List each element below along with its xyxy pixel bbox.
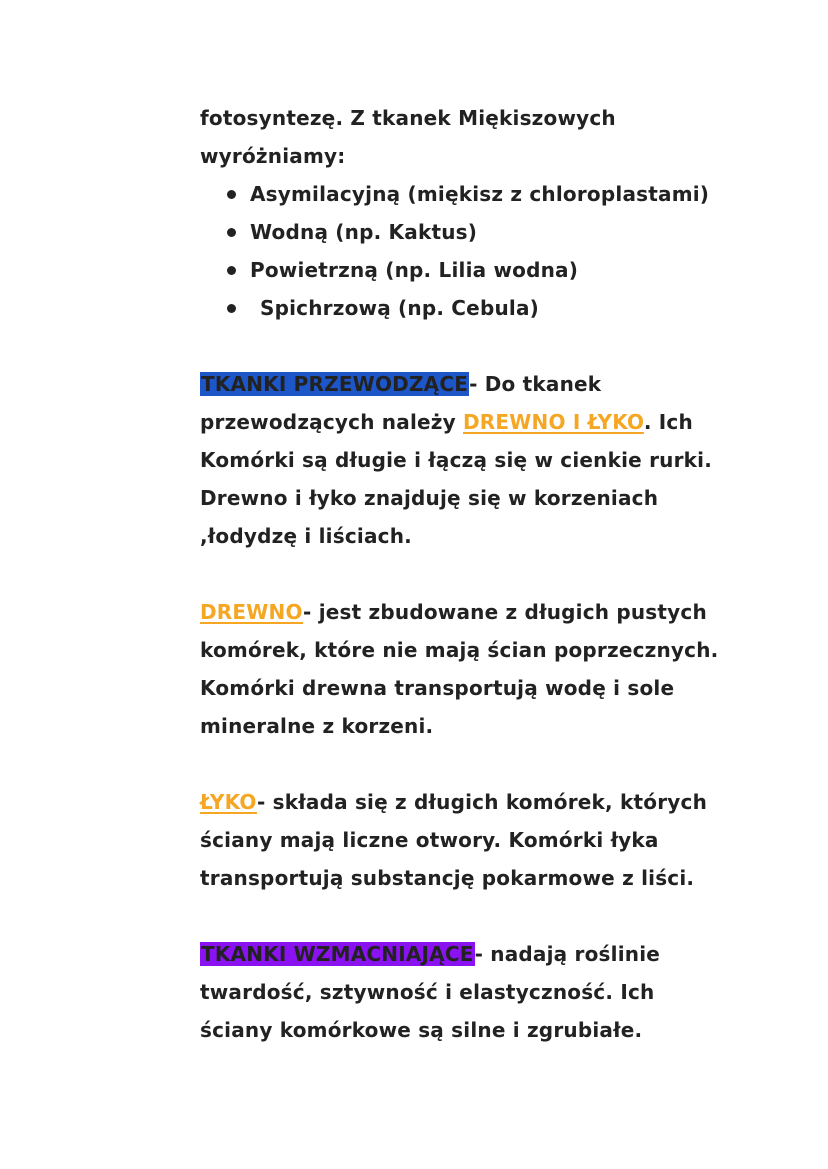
section-supporting-tissues [200,935,760,1049]
paragraph-line: Drewno i łyko znajduję się w korzeniach [200,486,659,510]
paragraph-line [200,365,760,403]
section-phloem [200,783,760,897]
list-item-text: Spichrzową (np. Cebula) [260,296,539,320]
bullet-icon [227,266,236,275]
paragraph-line: ściany komórkowe są silne i zgrubiałe. [200,1018,643,1042]
bullet-icon [227,190,236,199]
conductive-tissues-heading: TKANKI PRZEWODZĄCE [201,372,469,396]
paragraph-line [200,783,760,821]
bullet-icon [227,228,236,237]
paragraph-line [200,403,760,441]
parenchyma-types-list [200,175,760,327]
xylem-term: DREWNO [200,600,304,624]
bullet-icon [227,304,236,313]
paragraph-line: Komórki są długie i łączą się w cienkie rurki. [200,448,713,472]
paragraph-text: - składa się z długich komórek, których [256,790,708,814]
paragraph-text: . Ich [643,410,693,434]
phloem-term: ŁYKO [200,790,257,814]
paragraph-text: - nadają roślinie [474,942,661,966]
list-item [200,251,760,289]
paragraph-line: transportują substancję pokarmowe z liści. [200,866,695,890]
section-conductive-tissues [200,365,760,555]
paragraph-line [200,593,760,631]
list-item-text: Powietrzną (np. Lilia wodna) [250,258,579,282]
paragraph-text: - Do tkanek [469,372,602,396]
section-xylem [200,593,760,745]
list-item [200,289,760,327]
paragraph-line: komórek, które nie mają ścian poprzecznych. [200,638,719,662]
intro-line: fotosyntezę. Z tkanek Miękiszowych [200,106,616,130]
intro-line: wyróżniamy: [200,144,346,168]
paragraph-line: twardość, sztywność i elastyczność. Ich [200,980,655,1004]
paragraph-text: przewodzących należy [200,410,463,434]
list-item [200,175,760,213]
paragraph-line: Komórki drewna transportują wodę i sole [200,676,675,700]
paragraph-line: mineralne z korzeni. [200,714,434,738]
supporting-tissues-heading: TKANKI WZMACNIAJĄCE [201,942,474,966]
list-item-text: Asymilacyjną (miękisz z chloroplastami) [250,182,710,206]
paragraph-line: ściany mają liczne otwory. Komórki łyka [200,828,659,852]
document-page [200,99,760,1049]
paragraph-text: - jest zbudowane z długich pustych [303,600,707,624]
paragraph-line [200,935,760,973]
list-item-text: Wodną (np. Kaktus) [250,220,478,244]
paragraph-line: ,łodydzę i liściach. [200,524,412,548]
list-item [200,213,760,251]
xylem-phloem-term: DREWNO I ŁYKO [463,410,644,434]
